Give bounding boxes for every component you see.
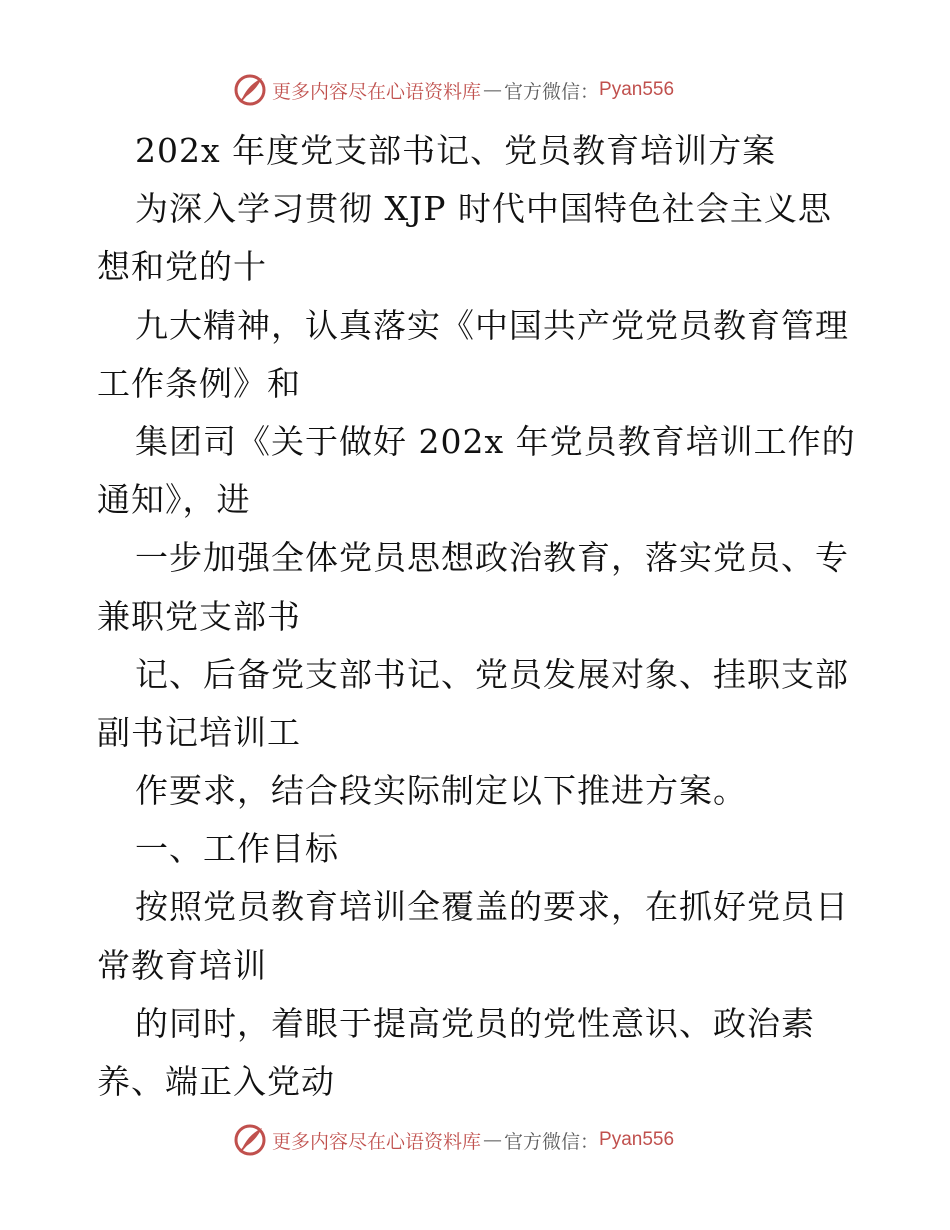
- document-line: 九大精神，认真落实《中国共产党党员教育管理: [135, 305, 849, 345]
- watermark-separator: —: [483, 1129, 503, 1151]
- document-line: 作要求，结合段实际制定以下推进方案。: [135, 771, 747, 811]
- document-line: 副书记培训工: [97, 712, 301, 752]
- feather-circle-logo-icon: [232, 1122, 268, 1158]
- document-line: 一步加强全体党员思想政治教育，落实党员、专: [135, 538, 849, 578]
- watermark-text: 更多内容尽在心语资料库: [272, 1130, 482, 1153]
- watermark-subtitle: 官方微信：: [504, 1130, 600, 1153]
- document-line: 的同时，着眼于提高党员的党性意识、政治素: [135, 1003, 815, 1043]
- watermark-separator: —: [483, 79, 503, 101]
- footer-watermark: [232, 1120, 674, 1160]
- document-line: 按照党员教育培训全覆盖的要求，在抓好党员日: [135, 887, 849, 927]
- feather-circle-logo-icon: [232, 72, 268, 108]
- document-line: 养、端正入党动: [97, 1062, 335, 1101]
- watermark-wechat-id: Pyan556: [599, 79, 675, 100]
- watermark-wechat-id: Pyan556: [599, 1129, 675, 1150]
- document-line: 通知》，进: [97, 480, 251, 520]
- document-line: 集团司《关于做好 202x 年党员教育培训工作的: [135, 421, 856, 461]
- document-title: 202x 年度党支部书记、党员教育培训方案: [135, 131, 777, 170]
- document-line: 兼职党支部书: [97, 596, 301, 636]
- document-line: 为深入学习贯彻 XJP 时代中国特色社会主义思: [135, 189, 832, 229]
- watermark-text: 更多内容尽在心语资料库: [272, 80, 482, 103]
- section-heading: 一、工作目标: [135, 829, 339, 869]
- document-line: 记、后备党支部书记、党员发展对象、挂职支部: [135, 654, 849, 694]
- document-line: 工作条例》和: [97, 363, 301, 403]
- watermark-subtitle: 官方微信：: [504, 80, 600, 103]
- document-line: 想和党的十: [97, 247, 267, 287]
- header-watermark: [232, 70, 674, 110]
- document-body: [97, 122, 857, 1111]
- document-line: 常教育培训: [97, 945, 267, 985]
